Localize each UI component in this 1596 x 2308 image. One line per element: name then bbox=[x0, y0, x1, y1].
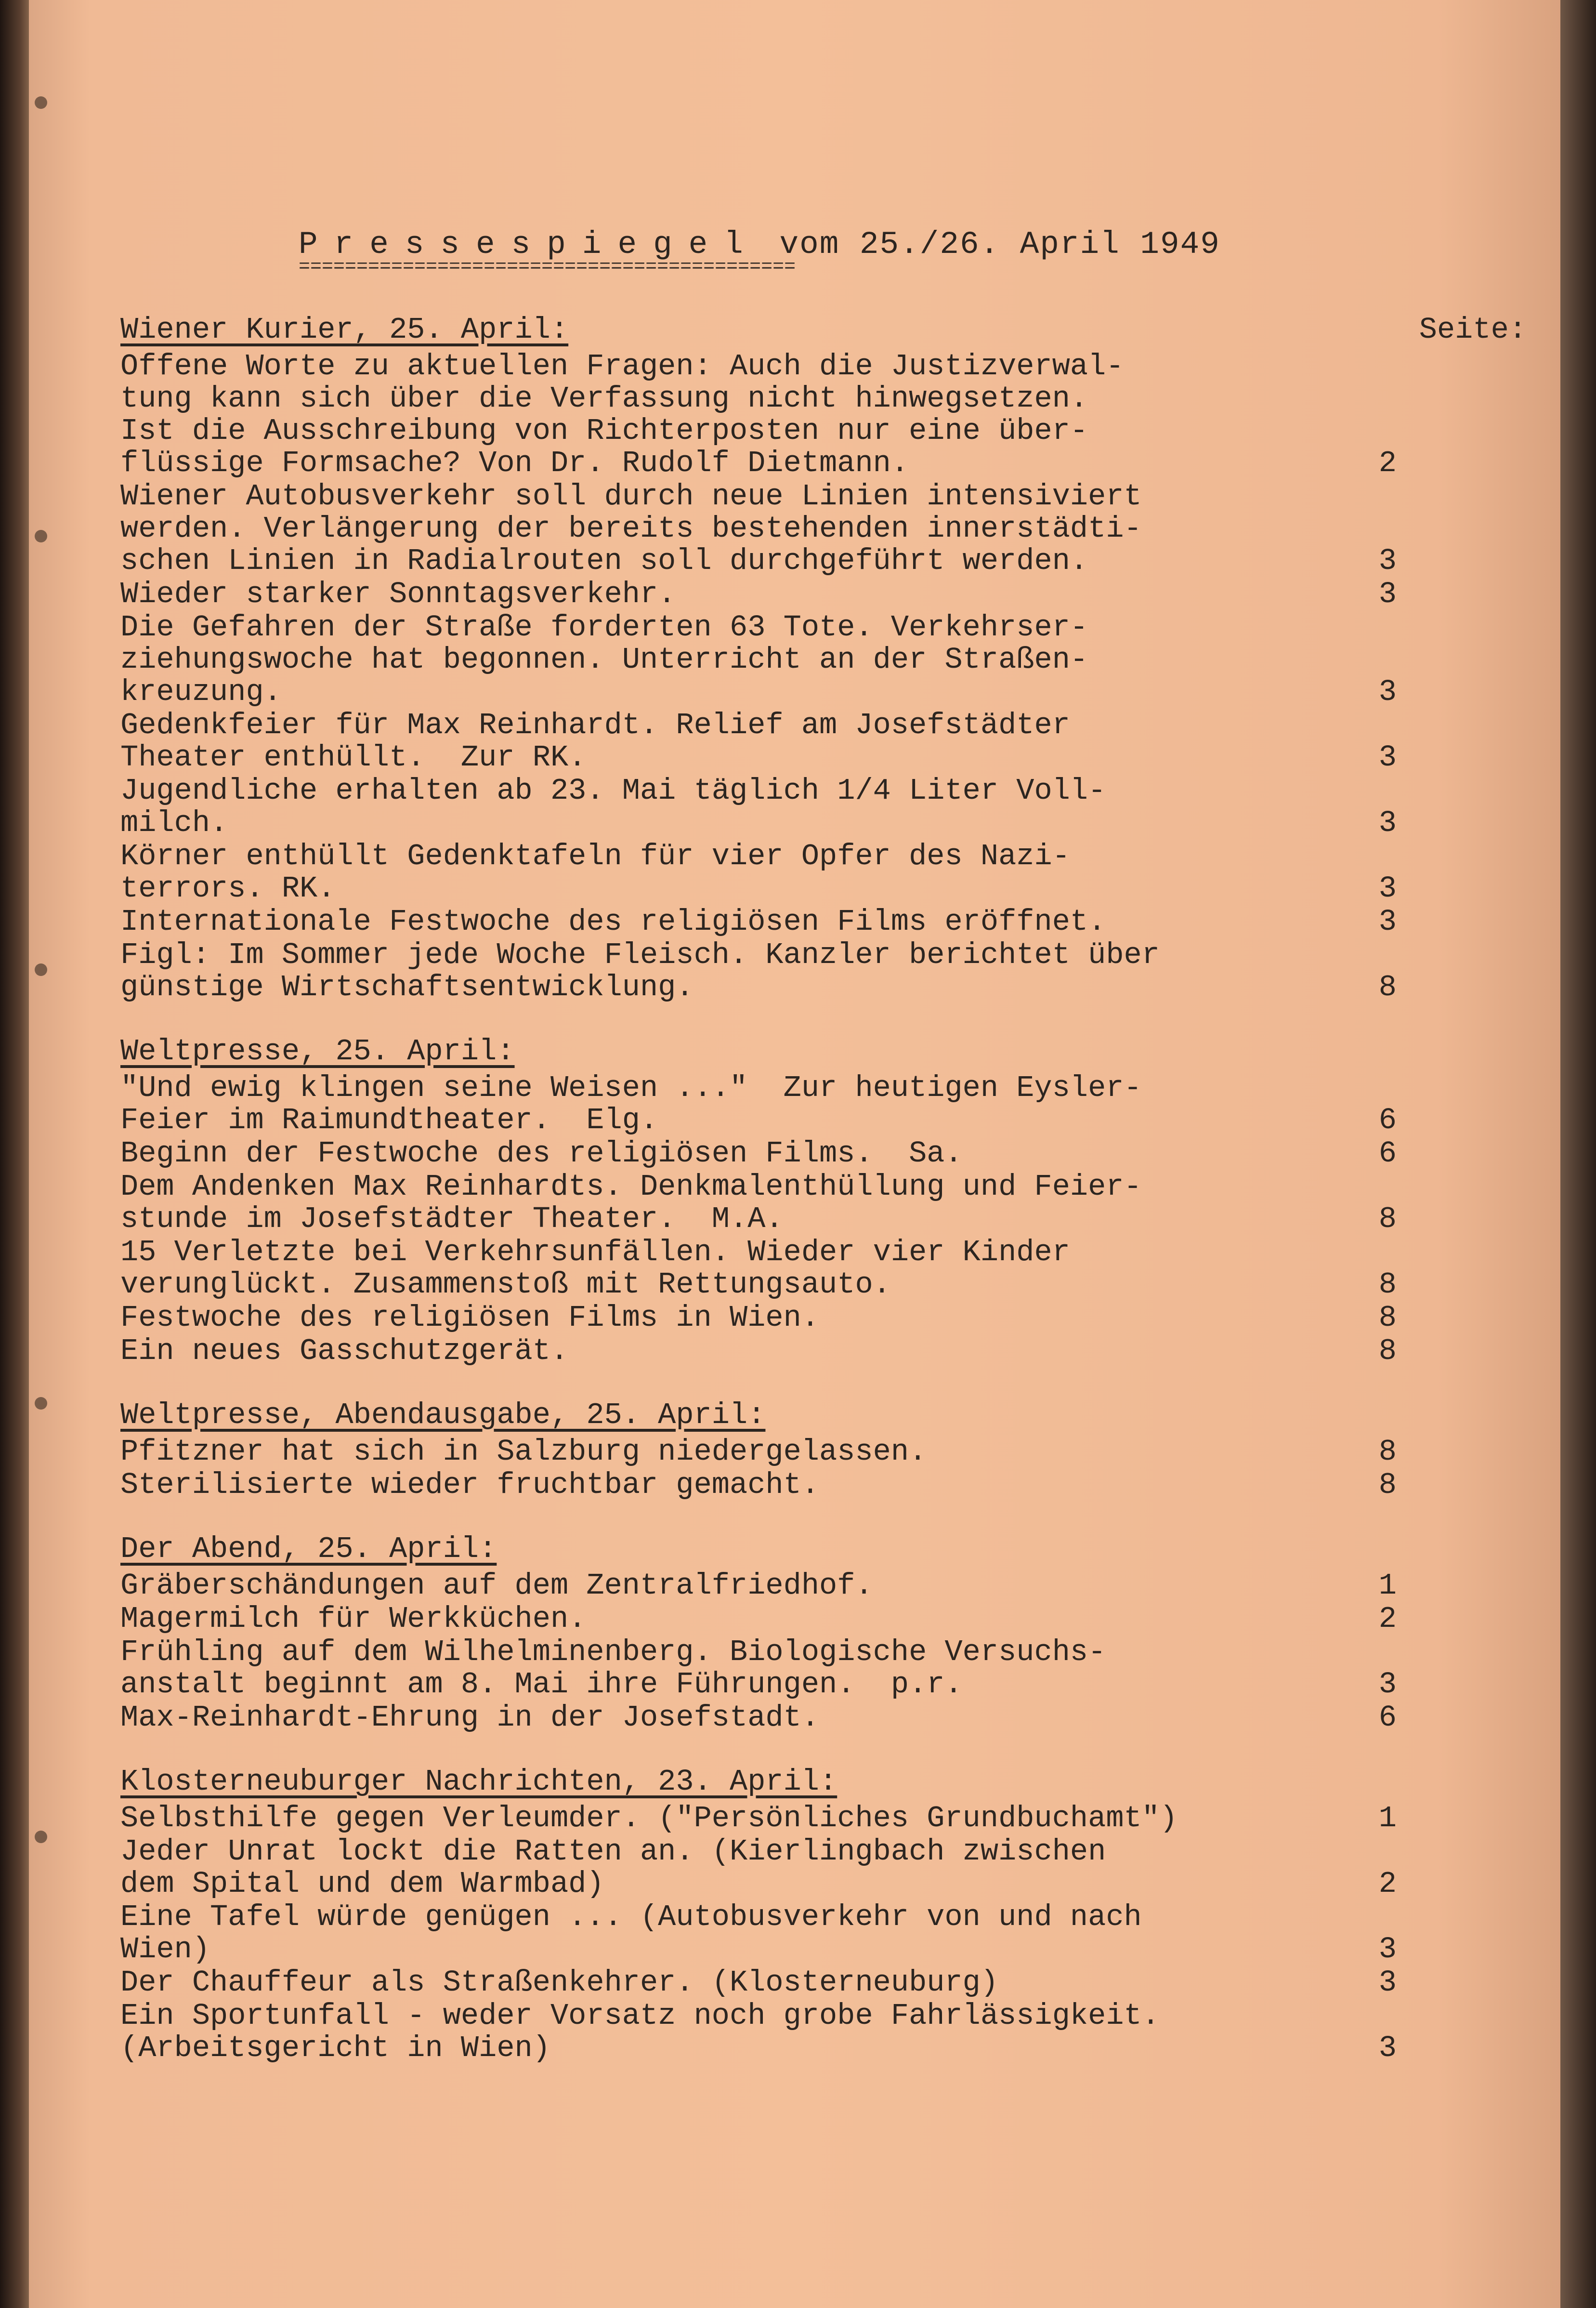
page-number: 8 bbox=[1378, 1468, 1397, 1502]
article-text bbox=[120, 775, 1353, 839]
page-number: 3 bbox=[1378, 1932, 1397, 1966]
article-line: Festwoche des religiösen Films in Wien. bbox=[120, 1301, 820, 1335]
article-text bbox=[120, 1469, 1353, 1501]
article-entry bbox=[120, 1603, 1459, 1635]
article-line: terrors. RK. bbox=[120, 871, 336, 906]
article-line: schen Linien in Radialrouten soll durchgeführt werden. bbox=[120, 544, 1088, 578]
article-line: Wien) bbox=[120, 1932, 210, 1966]
article-entry bbox=[120, 1236, 1459, 1301]
section-title: Der Abend, 25. April: bbox=[120, 1532, 497, 1566]
document-content bbox=[120, 226, 1527, 2065]
article-line: Selbsthilfe gegen Verleumder. ("Persönliches Grundbuchamt") bbox=[120, 1801, 1178, 1835]
article-line: Körner enthüllt Gedenktafeln für vier Opfer des Nazi- bbox=[120, 839, 1070, 873]
article-entry bbox=[120, 1901, 1459, 1965]
press-section bbox=[120, 1396, 1459, 1501]
article-line: anstalt beginnt am 8. Mai ihre Führungen. p.r. bbox=[120, 1667, 963, 1701]
article-text bbox=[120, 1802, 1353, 1834]
article-entry bbox=[120, 578, 1459, 610]
article-text bbox=[120, 1901, 1353, 1965]
article-text bbox=[120, 1137, 1353, 1170]
article-line: Ein neues Gasschutzgerät. bbox=[120, 1334, 569, 1368]
article-line: Dem Andenken Max Reinhardts. Denkmalenthüllung und Feier- bbox=[120, 1170, 1142, 1204]
article-line: kreuzung. bbox=[120, 675, 282, 709]
article-line: stunde im Josefstädter Theater. M.A. bbox=[120, 1202, 784, 1236]
article-text bbox=[120, 578, 1353, 610]
title-word: Pressespiegel bbox=[299, 226, 759, 263]
article-entry bbox=[120, 1701, 1459, 1734]
article-entry bbox=[120, 1302, 1459, 1334]
title-date: vom 25./26. April 1949 bbox=[779, 226, 1220, 263]
article-entry bbox=[120, 2000, 1459, 2064]
article-line: 15 Verletzte bei Verkehrsunfällen. Wieder vier Kinder bbox=[120, 1235, 1070, 1269]
article-line: Frühling auf dem Wilhelminenberg. Biologische Versuchs- bbox=[120, 1635, 1106, 1669]
article-text bbox=[120, 1636, 1353, 1701]
article-line: Gedenkfeier für Max Reinhardt. Relief am Josefstädter bbox=[120, 708, 1070, 742]
page-title bbox=[299, 226, 1459, 263]
article-entry bbox=[120, 1171, 1459, 1235]
section-title: Weltpresse, Abendausgabe, 25. April: bbox=[120, 1398, 766, 1432]
section-header bbox=[120, 311, 1527, 349]
article-entry bbox=[120, 1636, 1459, 1701]
article-text bbox=[120, 1236, 1353, 1301]
page-number: 6 bbox=[1378, 1136, 1397, 1171]
article-line: Eine Tafel würde genügen ... (Autobusverkehr von und nach bbox=[120, 1900, 1142, 1934]
article-line: Magermilch für Werkküchen. bbox=[120, 1602, 587, 1636]
article-line: Der Chauffeur als Straßenkehrer. (Klosterneuburg) bbox=[120, 1965, 999, 2000]
press-section bbox=[120, 1032, 1459, 1367]
article-text bbox=[120, 1302, 1353, 1334]
binding-hole bbox=[35, 530, 47, 542]
article-line: Wieder starker Sonntagsverkehr. bbox=[120, 577, 676, 611]
article-text bbox=[120, 840, 1353, 905]
page-number: 3 bbox=[1378, 806, 1397, 840]
article-line: Pfitzner hat sich in Salzburg niedergelassen. bbox=[120, 1435, 927, 1469]
article-text bbox=[120, 1569, 1353, 1602]
article-entry bbox=[120, 1469, 1459, 1501]
article-line: Ist die Ausschreibung von Richterposten nur eine über- bbox=[120, 414, 1088, 448]
page-number: 1 bbox=[1378, 1569, 1397, 1603]
page-number: 8 bbox=[1378, 1267, 1397, 1302]
binding-hole bbox=[35, 1397, 47, 1410]
article-text bbox=[120, 1436, 1353, 1468]
article-line: werden. Verlängerung der bereits bestehenden innerstädti- bbox=[120, 512, 1142, 546]
article-entry bbox=[120, 611, 1459, 708]
article-line: Die Gefahren der Straße forderten 63 Tote. Verkehrser- bbox=[120, 610, 1088, 645]
page-number: 8 bbox=[1378, 1202, 1397, 1236]
article-entry bbox=[120, 906, 1459, 938]
article-line: tung kann sich über die Verfassung nicht hinwegsetzen. bbox=[120, 382, 1088, 416]
section-title: Klosterneuburger Nachrichten, 23. April: bbox=[120, 1765, 837, 1799]
article-line: verunglückt. Zusammenstoß mit Rettungsauto. bbox=[120, 1267, 891, 1302]
page-number: 3 bbox=[1378, 544, 1397, 578]
article-line: Ein Sportunfall - weder Vorsatz noch grobe Fahrlässigkeit. bbox=[120, 1999, 1160, 2033]
page-number: 3 bbox=[1378, 2031, 1397, 2065]
article-line: "Und ewig klingen seine Weisen ..." Zur heutigen Eysler- bbox=[120, 1071, 1142, 1105]
article-line: Beginn der Festwoche des religiösen Films. Sa. bbox=[120, 1136, 963, 1171]
page-number: 2 bbox=[1378, 446, 1397, 480]
article-line: dem Spital und dem Warmbad) bbox=[120, 1867, 604, 1901]
page-number: 8 bbox=[1378, 970, 1397, 1004]
press-section bbox=[120, 1763, 1459, 2064]
article-entry bbox=[120, 840, 1459, 905]
article-entry bbox=[120, 1137, 1459, 1170]
page-number: 3 bbox=[1378, 740, 1397, 775]
section-title: Wiener Kurier, 25. April: bbox=[120, 313, 569, 347]
article-text bbox=[120, 611, 1353, 708]
article-text bbox=[120, 709, 1353, 774]
article-text bbox=[120, 1835, 1353, 1900]
page-number: 3 bbox=[1378, 1965, 1397, 2000]
page-number: 2 bbox=[1378, 1602, 1397, 1636]
page-column-label: Seite: bbox=[1419, 313, 1527, 347]
page-number: 3 bbox=[1378, 675, 1397, 709]
article-line: (Arbeitsgericht in Wien) bbox=[120, 2031, 550, 2065]
article-text bbox=[120, 1603, 1353, 1635]
article-line: ziehungswoche hat begonnen. Unterricht an der Straßen- bbox=[120, 643, 1088, 677]
article-line: Feier im Raimundtheater. Elg. bbox=[120, 1103, 658, 1137]
article-entry bbox=[120, 939, 1459, 1003]
document-page bbox=[29, 0, 1560, 2308]
page-number: 8 bbox=[1378, 1334, 1397, 1368]
article-text bbox=[120, 350, 1353, 479]
press-sections bbox=[120, 311, 1527, 2065]
article-entry bbox=[120, 1569, 1459, 1602]
page-number: 6 bbox=[1378, 1701, 1397, 1735]
page-number: 2 bbox=[1378, 1867, 1397, 1901]
article-line: Max-Reinhardt-Ehrung in der Josefstadt. bbox=[120, 1701, 820, 1735]
article-entry bbox=[120, 480, 1459, 577]
page-number: 8 bbox=[1378, 1435, 1397, 1469]
article-text bbox=[120, 1072, 1353, 1136]
article-entry bbox=[120, 1335, 1459, 1367]
article-text bbox=[120, 480, 1353, 577]
page-number: 3 bbox=[1378, 905, 1397, 939]
page-number: 1 bbox=[1378, 1801, 1397, 1835]
page-number: 6 bbox=[1378, 1103, 1397, 1137]
article-line: Jeder Unrat lockt die Ratten an. (Kierlingbach zwischen bbox=[120, 1834, 1106, 1869]
article-text bbox=[120, 939, 1353, 1003]
article-text bbox=[120, 1171, 1353, 1235]
section-header bbox=[120, 1032, 1459, 1071]
article-line: Theater enthüllt. Zur RK. bbox=[120, 740, 587, 775]
article-entry bbox=[120, 1436, 1459, 1468]
article-line: Figl: Im Sommer jede Woche Fleisch. Kanzler berichtet über bbox=[120, 938, 1160, 972]
article-text bbox=[120, 1335, 1353, 1367]
article-text bbox=[120, 1701, 1353, 1734]
press-section bbox=[120, 311, 1527, 1004]
page-number: 8 bbox=[1378, 1301, 1397, 1335]
article-entry bbox=[120, 775, 1459, 839]
section-header bbox=[120, 1530, 1459, 1569]
section-header bbox=[120, 1396, 1459, 1435]
article-line: Wiener Autobusverkehr soll durch neue Linien intensiviert bbox=[120, 479, 1142, 514]
page-number: 3 bbox=[1378, 871, 1397, 906]
binding-hole bbox=[35, 96, 47, 109]
title-underline: =========================================== bbox=[299, 263, 796, 278]
page-number: 3 bbox=[1378, 577, 1397, 611]
article-line: Gräberschändungen auf dem Zentralfriedhof. bbox=[120, 1569, 873, 1603]
article-text bbox=[120, 1966, 1353, 1999]
article-entry bbox=[120, 1072, 1459, 1136]
article-line: günstige Wirtschaftsentwicklung. bbox=[120, 970, 694, 1004]
binding-hole bbox=[35, 963, 47, 976]
article-entry bbox=[120, 350, 1459, 479]
page-edge-shadow bbox=[1560, 0, 1596, 2308]
section-title: Weltpresse, 25. April: bbox=[120, 1034, 515, 1068]
article-text bbox=[120, 2000, 1353, 2064]
article-entry bbox=[120, 1835, 1459, 1900]
article-entry bbox=[120, 709, 1459, 774]
article-line: flüssige Formsache? Von Dr. Rudolf Dietmann. bbox=[120, 446, 909, 480]
article-line: milch. bbox=[120, 806, 228, 840]
article-line: Offene Worte zu aktuellen Fragen: Auch die Justizverwal- bbox=[120, 349, 1124, 383]
article-entry bbox=[120, 1966, 1459, 1999]
binding-hole bbox=[35, 1831, 47, 1843]
article-line: Sterilisierte wieder fruchtbar gemacht. bbox=[120, 1468, 820, 1502]
article-text bbox=[120, 906, 1353, 938]
article-entry bbox=[120, 1802, 1459, 1834]
article-line: Internationale Festwoche des religiösen Films eröffnet. bbox=[120, 905, 1106, 939]
press-section bbox=[120, 1530, 1459, 1734]
section-header bbox=[120, 1763, 1459, 1801]
page-number: 3 bbox=[1378, 1667, 1397, 1701]
article-line: Jugendliche erhalten ab 23. Mai täglich 1/4 Liter Voll- bbox=[120, 774, 1106, 808]
